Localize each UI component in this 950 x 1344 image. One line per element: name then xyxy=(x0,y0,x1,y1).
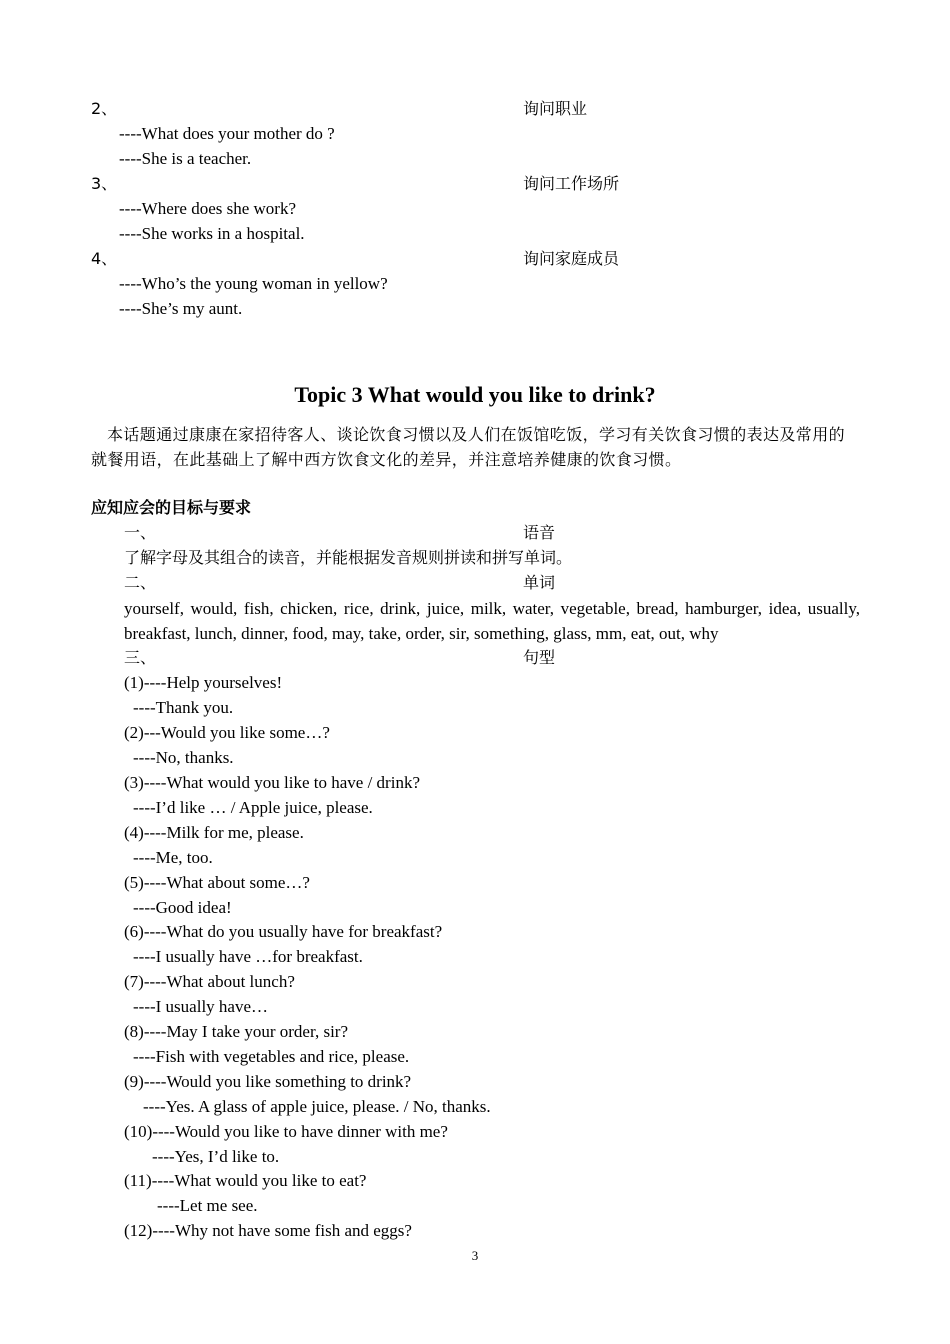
goals-heading: 应知应会的目标与要求 xyxy=(91,498,252,517)
vocabulary-list: yourself, would, fish, chicken, rice, drink, juice, milk, water, vegetable, bread, hamburger, idea, usually, breakfast, lunch, dinner, food, may, take, order, sir, something, glass, mm, eat, out, why xyxy=(124,599,860,643)
sentence-line: (8)----May I take your order, sir? xyxy=(124,1022,348,1041)
sentence-line: ----Yes, I’d like to. xyxy=(152,1147,280,1166)
sentence-line: (12)----Why not have some fish and eggs? xyxy=(124,1221,412,1240)
answer-line: ----She is a teacher. xyxy=(119,149,252,168)
topic-intro: 本话题通过康康在家招待客人、谈论饮食习惯以及人们在饭馆吃饭，学习有关饮食习惯的表达及常用的就餐用语，在此基础上了解中西方饮食文化的差异，并注意培养健康的饮食习惯。 xyxy=(91,425,846,469)
item-topic: 询问工作场所 xyxy=(523,174,620,193)
sentence-line: (5)----What about some…? xyxy=(124,873,310,892)
answer-line: ----She works in a hospital. xyxy=(119,224,305,243)
section-text: 了解字母及其组合的读音，并能根据发音规则拼读和拼写单词。 xyxy=(124,548,573,567)
sentence-line: (11)----What would you like to eat? xyxy=(124,1171,367,1190)
section-number: 一、 xyxy=(124,523,157,542)
section-name: 句型 xyxy=(523,648,556,667)
sentence-line: (9)----Would you like something to drink? xyxy=(124,1072,412,1091)
section-number: 三、 xyxy=(124,648,157,667)
sentence-line: ----Good idea! xyxy=(133,898,232,917)
section-number: 二、 xyxy=(124,573,157,592)
item-number: 2、 xyxy=(91,99,118,118)
sentence-line: (2)---Would you like some…? xyxy=(124,723,330,742)
page-number: 3 xyxy=(471,1248,479,1263)
question-line: ----What does your mother do ? xyxy=(119,124,335,143)
sentence-line: (4)----Milk for me, please. xyxy=(124,823,304,842)
sentence-line: ----Fish with vegetables and rice, please. xyxy=(133,1047,410,1066)
sentence-line: ----Me, too. xyxy=(133,848,213,867)
section-name: 单词 xyxy=(523,573,556,592)
sentence-line: ----No, thanks. xyxy=(133,748,234,767)
sentence-line: ----I’d like … / Apple juice, please. xyxy=(133,798,373,817)
question-line: ----Who’s the young woman in yellow? xyxy=(119,274,388,293)
item-number: 4、 xyxy=(91,249,118,268)
item-topic: 询问家庭成员 xyxy=(523,249,620,268)
sentence-line: (1)----Help yourselves! xyxy=(124,673,283,692)
sentence-line: (7)----What about lunch? xyxy=(124,972,295,991)
answer-line: ----She’s my aunt. xyxy=(119,299,243,318)
sentence-line: (3)----What would you like to have / drink? xyxy=(124,773,420,792)
item-topic: 询问职业 xyxy=(523,99,588,118)
item-number: 3、 xyxy=(91,174,118,193)
topic-title: Topic 3 What would you like to drink? xyxy=(294,382,656,407)
sentence-line: ----Let me see. xyxy=(157,1196,258,1215)
sentence-line: (6)----What do you usually have for breakfast? xyxy=(124,922,443,941)
sentence-line: ----I usually have… xyxy=(133,997,269,1016)
sentence-line: ----Thank you. xyxy=(133,698,234,717)
sentence-line: ----I usually have …for breakfast. xyxy=(133,947,363,966)
sentence-line: ----Yes. A glass of apple juice, please. / No, thanks. xyxy=(143,1097,491,1116)
section-name: 语音 xyxy=(523,523,556,542)
question-line: ----Where does she work? xyxy=(119,199,296,218)
sentence-line: (10)----Would you like to have dinner with me? xyxy=(124,1122,448,1141)
